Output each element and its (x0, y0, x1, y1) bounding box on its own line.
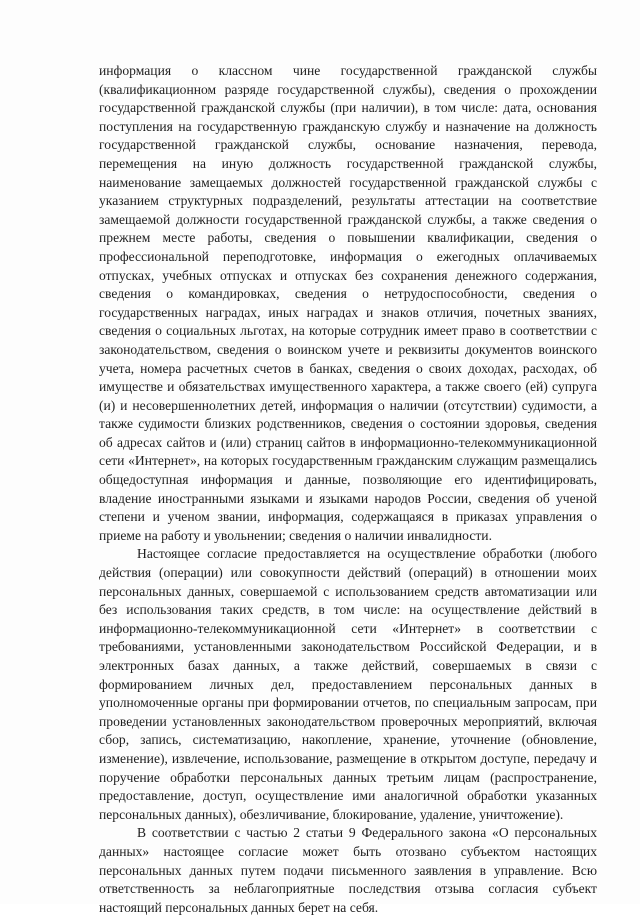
document-body (99, 62, 597, 917)
paragraph-consent-withdrawal: В соответствии с частью 2 статьи 9 Федерального закона «О персональных данных» настоящее согласие может быть отозвано субъектом настоящих персональных данных путем подачи письменного заявления в управление. Всю ответственность за неблагоприятные последствия отзыва согласия субъект настоящий персональных данных берет на себя. (99, 825, 597, 915)
paragraph-personal-data-list: информация о классном чине государственной гражданской службы (квалификационном разряде государственной службы), сведения о прохождении государственной гражданской службы (при наличии), в том числе: дата, основания поступления на государственную гражданскую службу и назначение на должность государственной гражданской службы, основание назначения, перевода, перемещения на иную должность государственной гражданской службы, наименование замещаемых должностей государственной гражданской службы с указанием структурных подразделений, результаты аттестации на соответствие замещаемой должности государственной гражданской службы, а также сведения о прежнем месте работы, сведения о повышении квалификации, сведения о профессиональной переподготовке, информация о ежегодных оплачиваемых отпусках, учебных отпусках и отпусках без сохранения денежного содержания, сведения о командировках, сведения о нетрудоспособности, сведения о государственных наградах, иных наградах и знаков отличия, почетных званиях, сведения о социальных льготах, на которые сотрудник имеет право в соответствии с законодательством, сведения о воинском учете и реквизиты документов воинского учета, номера расчетных счетов в банках, сведения о своих доходах, расходах, об имуществе и обязательствах имущественного характера, а также своего (ей) супруга (и) и несовершеннолетних детей, информация о наличии (отсутствии) судимости, а также судимости близких родственников, сведения о состоянии здоровья, сведения об адресах сайтов и (или) страниц сайтов в информационно-телекоммуникационной сети «Интернет», на которых государственным гражданским служащим размещались общедоступная информация и данные, позволяющие его идентифицировать, владение иностранными языками и языками народов России, сведения об ученой степени и ученом звании, информация, содержащаяся в приказах управления о приеме на работу и увольнении; сведения о наличии инвалидности. (99, 63, 597, 543)
paragraph-consent-scope: Настоящее согласие предоставляется на осуществление обработки (любого действия (операции) или совокупности действий (операций) в отношении моих персональных данных, совершаемой с использованием средств автоматизации или без использования таких средств, в том числе: на осуществление действий в информационно-телекоммуникационной сети «Интернет» в соответствии с требованиями, установленными законодательством Российской Федерации, и в электронных базах данных, а также действий, совершаемых в связи с формированием личных дел, предоставлением персональных данных в уполномоченные органы при формировании отчетов, по специальным запросам, при проведении установленных законодательством проверочных мероприятий, включая сбор, запись, систематизацию, накопление, хранение, уточнение (обновление, изменение), извлечение, использование, размещение в открытом доступе, передачу и поручение обработки персональных данных третьим лицам (распространение, предоставление, доступ, осуществление ими аналогичной обработки указанных персональных данных), обезличивание, блокирование, удаление, уничтожение). (99, 546, 597, 822)
